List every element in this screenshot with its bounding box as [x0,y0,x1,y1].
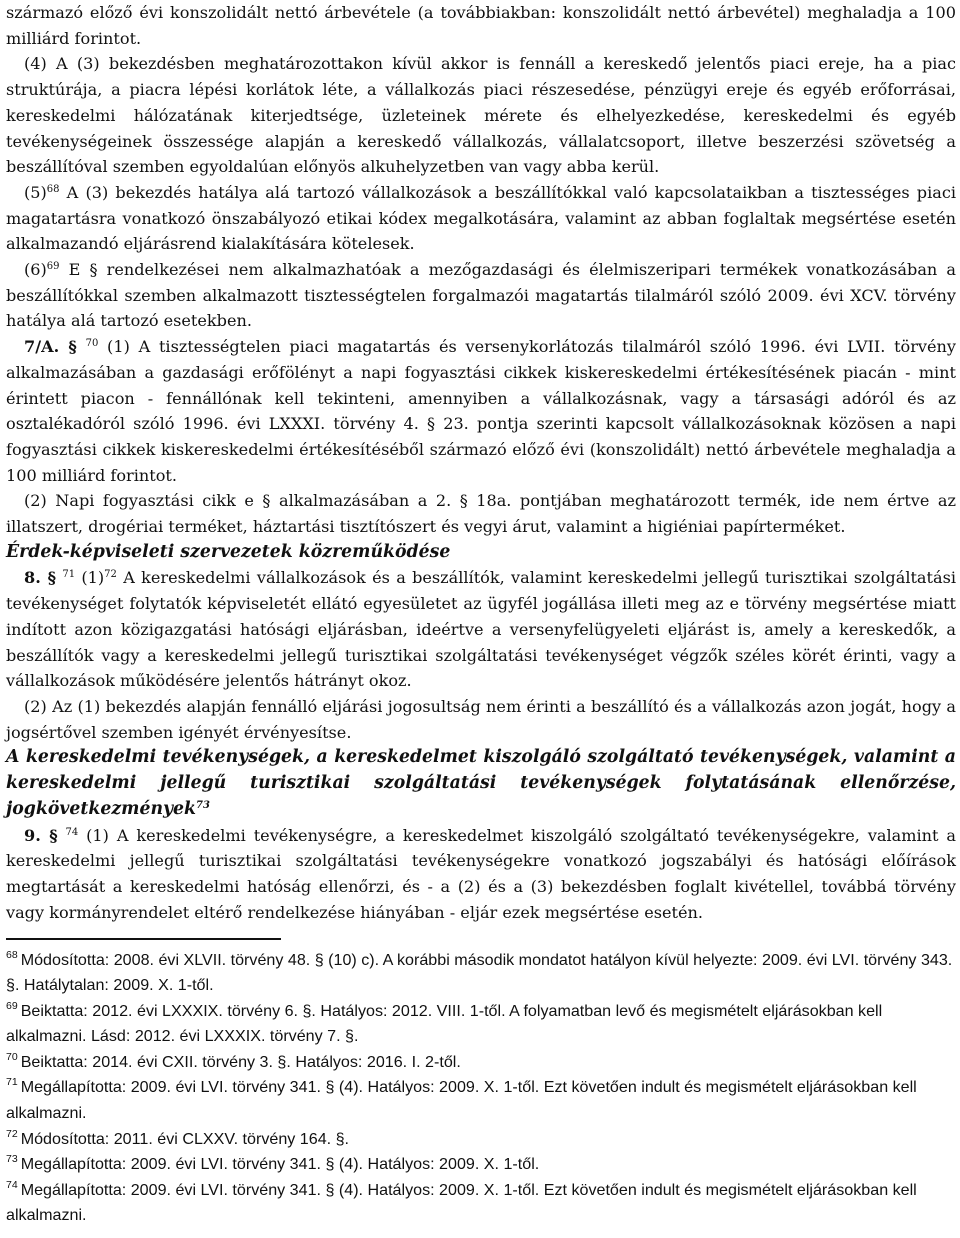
footnote-number: 72 [6,1127,18,1140]
section-heading: Érdek-képviseleti szervezetek közreműködése [6,541,451,562]
footnote [6,1075,956,1126]
footnote [6,1152,956,1178]
section-9 [6,823,956,926]
footnote-text: Megállapította: 2009. évi LVI. törvény 341. § (4). Hatályos: 2009. X. 1-től. Ezt követően indult és megismételt eljárásokban kell alkalmazni. [6,1078,917,1123]
paragraph-number: (1) [75,568,105,588]
section-number: 9. § [24,825,58,845]
section-7a [6,334,956,488]
footnote-ref[interactable]: 74 [65,826,79,838]
footnote-number: 74 [6,1178,18,1191]
paragraph-text: A (3) bekezdés hatálya alá tartozó vállalkozások a beszállítókkal való kapcsolataikban a tisztességes piaci magatartásra vonatkozó önszabályozó etikai kódex megalkotására, valamint az abban foglaltak megsértése esetén alkalmazandó eljárásrend kialakítására kötelesek. [6,182,956,254]
footnote-text: Módosította: 2008. évi XLVII. törvény 48. § (10) c). A korábbi második mondatot hatályon kívül helyezte: 2009. évi LVI. törvény 343. §. Hatálytalan: 2009. X. 1-től. [6,950,953,995]
paragraph-number: (5) [24,182,47,202]
paragraph-text: (1) A tisztességtelen piaci magatartás és versenykorlátozás tilalmáról szóló 1996. évi LVII. törvény alkalmazásában a gazdasági erőfölényt a napi fogyasztási cikkek kiskereskedelmi értékesítésének piacán - mint érintett piacon - fennállónak kell tekinteni, amennyiben a vállalkozásnak, vagy a társasági adóról és az osztalékadóról szóló 1996. évi LXXXI. törvény 4. § 23. pontja szerinti kapcsolt vállalkozásoknak közösen a napi fogyasztási cikkek kiskereskedelmi értékesítéséből származó előző évi (konszolidált) nettó árbevétele meghaladja a 100 milliárd forintot. [6,337,956,485]
section-number: 7/A. § [24,337,77,357]
footnote-ref[interactable]: 70 [85,338,99,350]
footnote-text: Megállapította: 2009. évi LVI. törvény 341. § (4). Hatályos: 2009. X. 1-től. [20,1155,540,1174]
section-8 [6,565,956,694]
paragraph-text: E § rendelkezései nem alkalmazhatóak a mezőgazdasági és élelmiszeripari termékek vonatkozásában a beszállítókkal szemben alkalmazott tisztességtelen forgalmazói magatartás tilalmáról szóló 2009. évi XCV. törvény hatálya alá tartozó esetekben. [6,260,956,331]
footnote [6,1127,956,1153]
section-number: 8. § [24,568,57,588]
footnote-divider [6,938,281,940]
footnote-text: Módosította: 2011. évi CLXXV. törvény 164. §. [20,1129,350,1148]
footnote [6,948,956,999]
paragraph-4: (4) A (3) bekezdésben meghatározottakon kívül akkor is fennáll a kereskedő jelentős piaci ereje, ha a piac struktúrája, a piacra lépési korlátok léte, a vállalkozás piaci részesedése, pénzügyi ereje és egyéb erőforrásai, kereskedelmi hálózatának kiterjedtsége, üzleteinek mérete és elhelyezkedése, kereskedelmi és egyéb tevékenységeinek összessége alapján a kereskedő vállalkozás, vállalatcsoport, illetve beszerzési szövetség a beszállítóval szemben egyoldalúan előnyös alkuhelyzetben van vagy abba kerül. [6,54,956,177]
footnotes [6,938,956,1229]
paragraph-continuation: származó előző évi konszolidált nettó árbevétele (a továbbiakban: konszolidált nettó árbevétel) meghaladja a 100 milliárd forintot. [6,3,956,48]
footnote-ref[interactable]: 71 [62,569,76,581]
footnote-number: 70 [6,1050,18,1063]
footnote [6,999,956,1050]
paragraph-number: (6) [24,260,47,280]
footnote [6,1178,956,1229]
footnote-number: 73 [6,1153,18,1166]
footnote-text: Beiktatta: 2014. évi CXII. törvény 3. §. Hatályos: 2016. I. 2-től. [20,1052,461,1071]
footnote-number: 68 [6,948,18,961]
paragraph-6 [6,257,956,334]
footnote-text: Megállapította: 2009. évi LVI. törvény 341. § (4). Hatályos: 2009. X. 1-től. Ezt követően indult és megismételt eljárásokban kell alkalmazni. [6,1180,917,1225]
section-7a-2: (2) Napi fogyasztási cikk e § alkalmazásában a 2. § 18a. pontjában meghatározott termék, ide nem értve az illatszert, drogériai terméket, háztartási tisztítószert és vegyi árut, valamint a higiéniai papírterméket. [6,491,956,537]
footnote-text: Beiktatta: 2012. évi LXXXIX. törvény 6. §. Hatályos: 2012. VIII. 1-től. A folyamatban levő és megismételt eljárásokban kell alkalmazni. Lásd: 2012. évi LXXXIX. törvény 7. §. [6,1001,883,1046]
footnote [6,1050,956,1076]
heading-text: A kereskedelmi tevékenységek, a kereskedelmet kiszolgáló szolgáltató tevékenységek, valamint a kereskedelmi jellegű turisztikai szolgáltatási tevékenységek folytatásának ellenőrzése, jogkövetkezmények [6,747,956,819]
section-heading [6,745,956,822]
paragraph-text: A kereskedelmi vállalkozások és a beszállítók, valamint kereskedelmi jellegű turisztikai szolgáltatási tevékenységet folytatók képviseletét ellátó egyesületet az ügyfél jogállása illeti meg az e törvény megsértése miatt indított azon közigazgatási hatósági eljárásban, ideértve a versenyfelügyeleti eljárást is, amely a kereskedők, a beszállítók vagy a kereskedelmi jellegű turisztikai szolgáltatási tevékenységet végzők széles körét érinti, vagy a vállalkozások működésére jelentős hátrányt okoz. [6,568,956,691]
footnote-number: 69 [6,999,18,1012]
footnote-ref[interactable]: 69 [46,261,60,273]
paragraph-5 [6,180,956,257]
section-8-2: (2) Az (1) bekezdés alapján fennálló eljárási jogosultság nem érinti a beszállító és a vállalkozás azon jogát, hogy a jogsértővel szemben igényét érvényesítse. [6,696,956,742]
document-body [6,0,956,925]
footnote-number: 71 [6,1076,18,1089]
paragraph-text: (1) A kereskedelmi tevékenységre, a kereskedelmet kiszolgáló szolgáltató tevékenységekre, valamint a kereskedelmi jellegű turisztikai szolgáltatási tevékenységekre vonatkozó jogszabályi és hatósági előírások megtartását a kereskedelmi hatóság ellenőrzi, és - a (2) és a (3) bekezdésben foglalt kivétellel, továbbá törvény vagy kormányrendelet eltérő rendelkezése hiányában - eljár ezek megsértése esetén. [6,825,956,922]
footnote-ref[interactable]: 73 [196,799,210,811]
footnote-ref[interactable]: 68 [46,183,60,195]
footnote-ref[interactable]: 72 [104,569,117,581]
